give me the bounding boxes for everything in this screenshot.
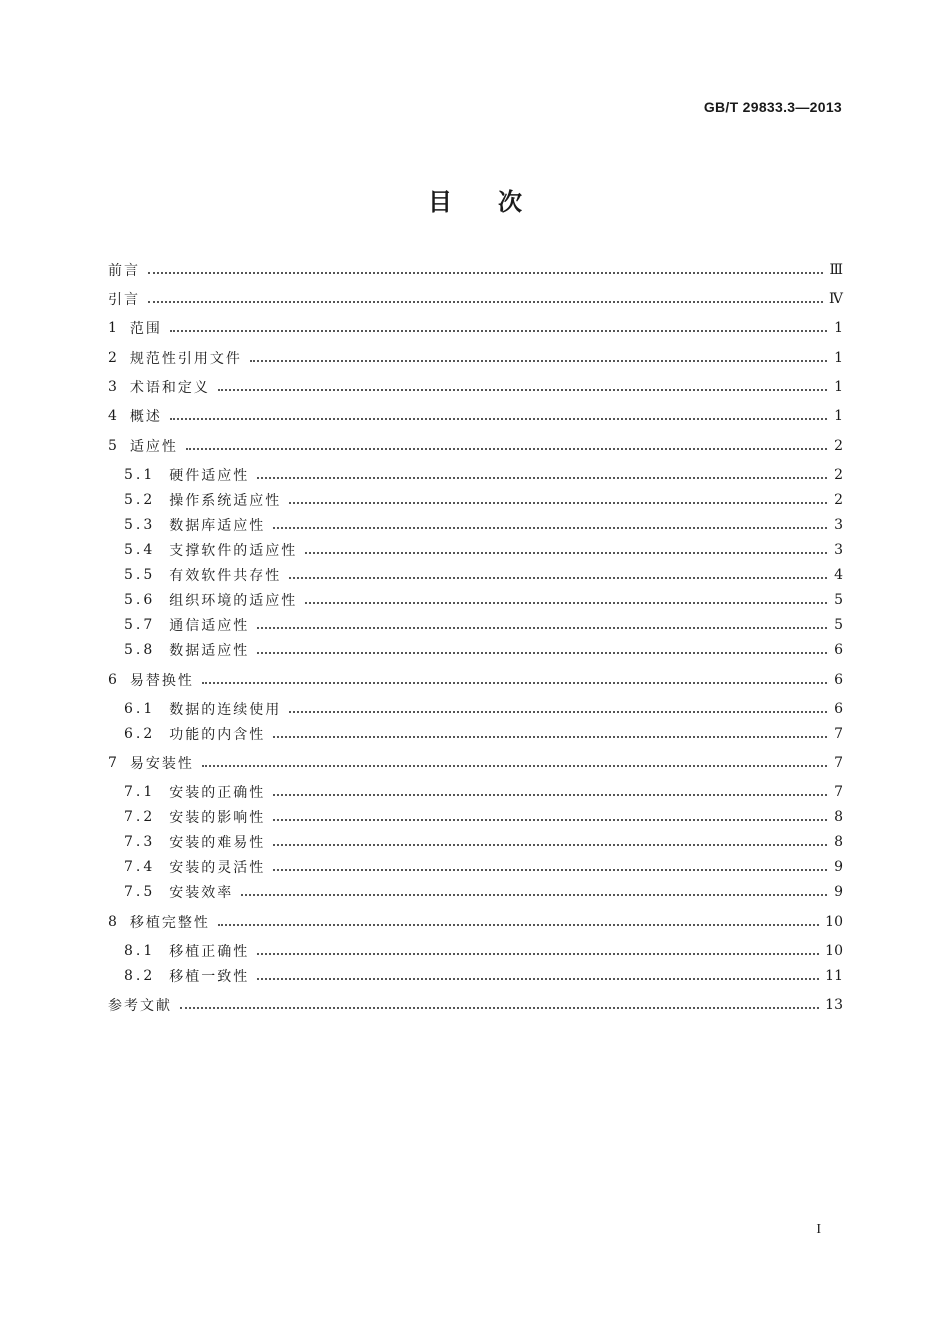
- toc-dot-leader: [202, 668, 827, 684]
- toc-entry-page: 1: [834, 320, 843, 336]
- toc-entry-number: 8.1: [124, 943, 156, 959]
- toc-dot-leader: [170, 404, 827, 420]
- toc-entry[interactable]: [108, 488, 843, 512]
- toc-entry[interactable]: [108, 668, 843, 692]
- toc-entry-page: 9: [834, 859, 843, 875]
- toc-entry-number: 7.3: [124, 834, 156, 850]
- toc-dot-leader: [305, 538, 827, 554]
- toc-entry-label: 适应性: [129, 439, 178, 455]
- toc-entry-page: 1: [834, 408, 843, 424]
- toc-entry[interactable]: [108, 375, 843, 399]
- toc-entry-label: 安装的影响性: [169, 810, 266, 826]
- toc-entry[interactable]: [108, 287, 843, 311]
- toc-dot-leader: [170, 316, 827, 332]
- toc-dot-leader: [180, 993, 819, 1009]
- toc-entry[interactable]: [108, 722, 843, 746]
- toc-entry[interactable]: [108, 538, 843, 562]
- toc-entry-label: 数据适应性: [169, 643, 250, 659]
- toc-entry[interactable]: [108, 638, 843, 662]
- toc-entry-page: 1: [834, 350, 843, 366]
- toc-dot-leader: [257, 463, 827, 479]
- toc-entry-number: 5.7: [124, 617, 156, 633]
- toc-entry[interactable]: [108, 830, 843, 854]
- toc-entry-label: 概述: [129, 409, 162, 425]
- toc-entry-number: 5.4: [124, 542, 156, 558]
- toc-entry-label: 参考文献: [108, 998, 172, 1014]
- toc-dot-leader: [202, 751, 827, 767]
- toc-dot-leader: [273, 805, 827, 821]
- toc-entry-label: 通信适应性: [169, 618, 250, 634]
- toc-entry-page: 7: [834, 755, 843, 771]
- toc-entry[interactable]: [108, 964, 843, 988]
- toc-entry-label: 移植完整性: [129, 915, 210, 931]
- toc-dot-leader: [289, 488, 827, 504]
- toc-entry-page: Ⅳ: [829, 291, 843, 307]
- toc-entry[interactable]: [108, 697, 843, 721]
- toc-entry[interactable]: [108, 880, 843, 904]
- toc-entry[interactable]: [108, 613, 843, 637]
- toc-entry-label: 安装的正确性: [169, 785, 266, 801]
- toc-entry[interactable]: [108, 346, 843, 370]
- toc-entry[interactable]: [108, 588, 843, 612]
- toc-entry[interactable]: [108, 910, 843, 934]
- toc-dot-leader: [257, 638, 827, 654]
- toc-entry-page: 11: [825, 968, 843, 984]
- toc-dot-leader: [273, 513, 827, 529]
- toc-dot-leader: [241, 880, 827, 896]
- standard-code: GB/T 29833.3—2013: [703, 99, 842, 115]
- toc-entry[interactable]: [108, 939, 843, 963]
- toc-entry[interactable]: [108, 751, 843, 775]
- toc-entry-number: 5.1: [124, 467, 156, 483]
- toc-entry-label: 安装的灵活性: [169, 860, 266, 876]
- toc-dot-leader: [289, 697, 827, 713]
- toc-entry-label: 支撑软件的适应性: [169, 543, 298, 559]
- toc-dot-leader: [273, 780, 827, 796]
- toc-entry-label: 数据库适应性: [169, 518, 266, 534]
- toc-dot-leader: [273, 855, 827, 871]
- toc-entry-number: 8.2: [124, 968, 156, 984]
- toc-entry-page: 6: [834, 672, 843, 688]
- toc-entry-label: 移植一致性: [169, 969, 250, 985]
- toc-entry[interactable]: [108, 563, 843, 587]
- toc-entry-page: Ⅲ: [829, 262, 843, 278]
- toc-entry[interactable]: [108, 258, 843, 282]
- toc-entry-page: 9: [834, 884, 843, 900]
- toc-entry-label: 移植正确性: [169, 944, 250, 960]
- toc-entry-page: 10: [825, 914, 843, 930]
- toc-entry-page: 6: [834, 701, 843, 717]
- toc-entry-page: 3: [834, 542, 843, 558]
- toc-dot-leader: [148, 287, 823, 303]
- toc-entry-page: 13: [825, 997, 843, 1013]
- toc-entry[interactable]: [108, 993, 843, 1017]
- toc-entry-number: 5.8: [124, 642, 156, 658]
- toc-dot-leader: [273, 722, 827, 738]
- toc-entry-page: 2: [834, 438, 843, 454]
- toc-entry-label: 引言: [108, 292, 140, 308]
- toc-entry-number: 7: [108, 755, 120, 771]
- toc-entry-page: 8: [834, 809, 843, 825]
- toc-dot-leader: [289, 563, 827, 579]
- toc-entry-label: 规范性引用文件: [129, 351, 242, 367]
- toc-entry-number: 5: [108, 438, 120, 454]
- toc-entry-page: 5: [834, 592, 843, 608]
- toc-dot-leader: [148, 258, 823, 274]
- toc-entry-page: 7: [834, 726, 843, 742]
- toc-entry-label: 操作系统适应性: [169, 493, 282, 509]
- toc-entry-number: 5.6: [124, 592, 156, 608]
- toc-dot-leader: [186, 434, 827, 450]
- toc-dot-leader: [218, 375, 827, 391]
- toc-entry-page: 6: [834, 642, 843, 658]
- toc-entry-page: 8: [834, 834, 843, 850]
- toc-entry[interactable]: [108, 855, 843, 879]
- toc-entry-label: 硬件适应性: [169, 468, 250, 484]
- toc-entry[interactable]: [108, 513, 843, 537]
- toc-entry[interactable]: [108, 463, 843, 487]
- toc-entry-label: 组织环境的适应性: [169, 593, 298, 609]
- toc-dot-leader: [257, 613, 827, 629]
- toc-entry-label: 易安装性: [129, 756, 194, 772]
- toc-entry[interactable]: [108, 434, 843, 458]
- toc-entry-label: 易替换性: [129, 673, 194, 689]
- toc-entry-label: 前言: [108, 263, 140, 279]
- page-title: 目次: [428, 188, 568, 216]
- toc-entry-label: 安装效率: [169, 885, 234, 901]
- toc-entry-number: 6.2: [124, 726, 156, 742]
- toc-entry[interactable]: [108, 316, 843, 340]
- toc-entry-number: 7.1: [124, 784, 156, 800]
- toc-entry-label: 安装的难易性: [169, 835, 266, 851]
- toc-entry-page: 5: [834, 617, 843, 633]
- toc-entry-page: 4: [834, 567, 843, 583]
- toc-entry-number: 7.5: [124, 884, 156, 900]
- toc-dot-leader: [257, 939, 819, 955]
- toc-dot-leader: [305, 588, 827, 604]
- toc-entry[interactable]: [108, 404, 843, 428]
- toc-dot-leader: [257, 964, 819, 980]
- toc-entry[interactable]: [108, 780, 843, 804]
- toc-entry-number: 5.5: [124, 567, 156, 583]
- toc-dot-leader: [273, 830, 827, 846]
- toc-entry-number: 8: [108, 914, 120, 930]
- toc-entry-number: 6.1: [124, 701, 156, 717]
- toc-entry-page: 2: [834, 467, 843, 483]
- toc-entry-label: 数据的连续使用: [169, 702, 282, 718]
- toc-entry-number: 7.2: [124, 809, 156, 825]
- toc-entry-page: 2: [834, 492, 843, 508]
- toc-dot-leader: [218, 910, 819, 926]
- toc-entry-number: 6: [108, 672, 120, 688]
- toc-entry-number: 5.3: [124, 517, 156, 533]
- toc-entry-label: 功能的内含性: [169, 727, 266, 743]
- toc-entry-number: 3: [108, 379, 120, 395]
- toc-entry-number: 2: [108, 350, 120, 366]
- toc-entry-number: 7.4: [124, 859, 156, 875]
- toc-entry-page: 3: [834, 517, 843, 533]
- toc-entry-page: 7: [834, 784, 843, 800]
- toc-entry-number: 5.2: [124, 492, 156, 508]
- toc-entry-label: 术语和定义: [129, 380, 210, 396]
- page-number: I: [816, 1222, 821, 1237]
- toc-entry-number: 1: [108, 320, 120, 336]
- toc-entry[interactable]: [108, 805, 843, 829]
- toc-entry-page: 10: [825, 943, 843, 959]
- toc-entry-label: 范围: [129, 321, 162, 337]
- toc-dot-leader: [250, 346, 827, 362]
- toc-entry-label: 有效软件共存性: [169, 568, 282, 584]
- toc-entry-page: 1: [834, 379, 843, 395]
- toc-entry-number: 4: [108, 408, 120, 424]
